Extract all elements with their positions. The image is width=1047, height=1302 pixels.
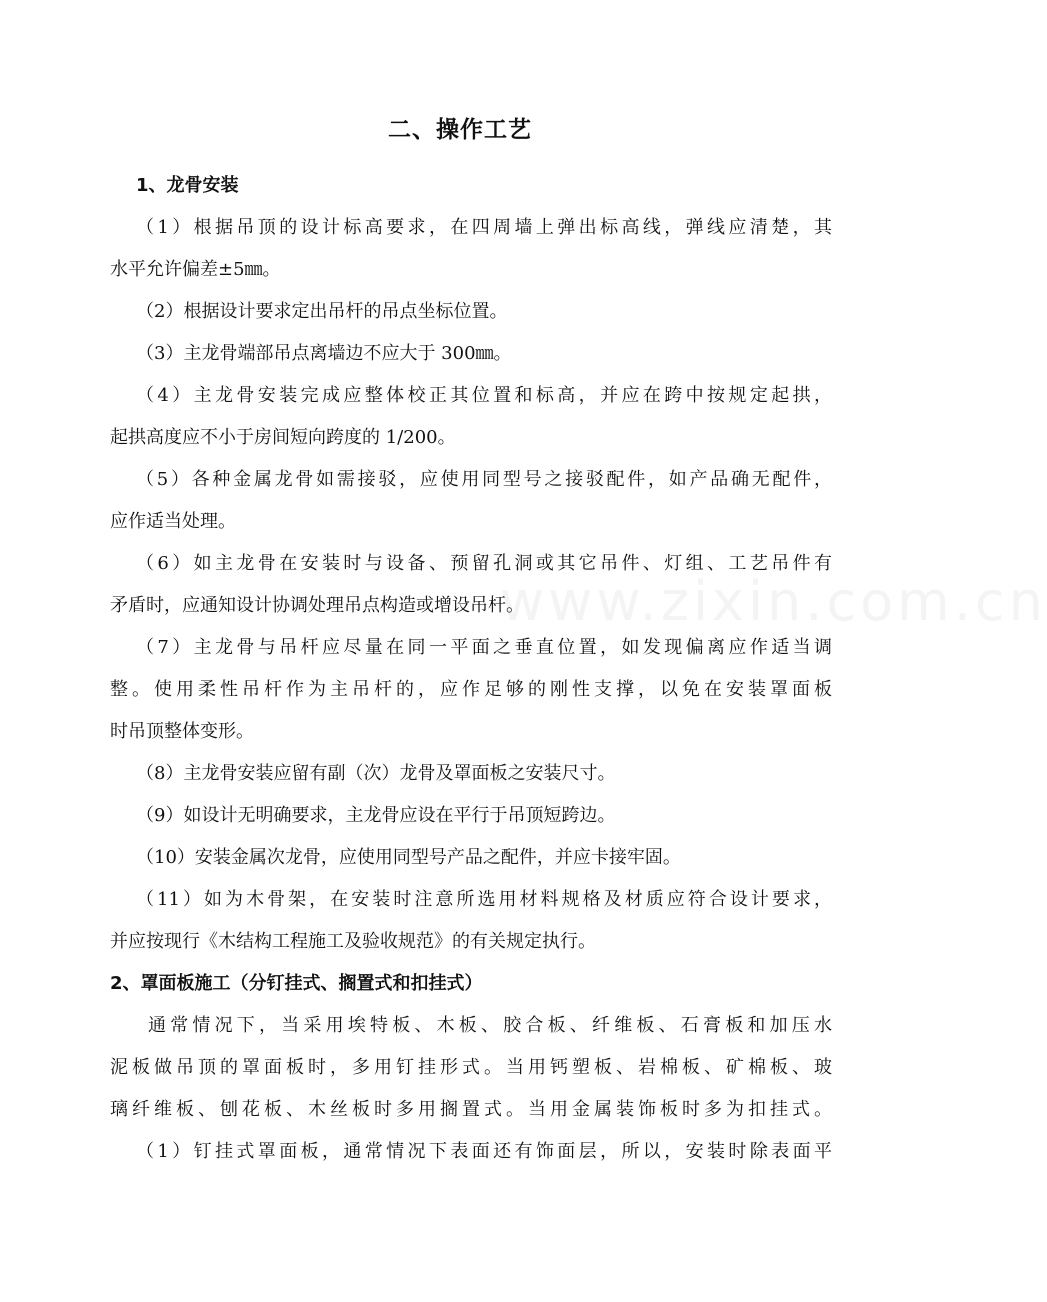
paragraph-line: 起拱高度应不小于房间短向跨度的 1/200。 bbox=[110, 427, 456, 448]
paragraph-line: （9）如设计无明确要求，主龙骨应设在平行于吊顶短跨边。 bbox=[136, 805, 616, 826]
paragraph-line: （8）主龙骨安装应留有副（次）龙骨及罩面板之安装尺寸。 bbox=[136, 763, 616, 784]
paragraph-line: 并应按现行《木结构工程施工及验收规范》的有关规定执行。 bbox=[110, 931, 596, 952]
paragraph-line: 水平允许偏差±5㎜。 bbox=[110, 259, 281, 280]
paragraph-line: 整。使用柔性吊杆作为主吊杆的，应作足够的刚性支撑，以免在安装罩面板 bbox=[110, 679, 832, 700]
paragraph-line: 应作适当处理。 bbox=[110, 511, 236, 532]
paragraph-line: （7）主龙骨与吊杆应尽量在同一平面之垂直位置，如发现偏离应作适当调 bbox=[136, 637, 832, 658]
paragraph-line: （1）钉挂式罩面板，通常情况下表面还有饰面层，所以，安装时除表面平 bbox=[136, 1141, 832, 1162]
paragraph-line: （4）主龙骨安装完成应整体校正其位置和标高，并应在跨中按规定起拱， bbox=[136, 385, 832, 406]
section-heading-2: 2、罩面板施工（分钉挂式、搁置式和扣挂式） bbox=[110, 973, 483, 994]
paragraph-line: （1）根据吊顶的设计标高要求，在四周墙上弹出标高线，弹线应清楚，其 bbox=[136, 217, 832, 238]
paragraph-line: （11）如为木骨架，在安装时注意所选用材料规格及材质应符合设计要求， bbox=[136, 889, 832, 910]
paragraph-line: （10）安装金属次龙骨，应使用同型号产品之配件，并应卡接牢固。 bbox=[136, 847, 681, 868]
paragraph-line: （2）根据设计要求定出吊杆的吊点坐标位置。 bbox=[136, 301, 508, 322]
paragraph-line: 时吊顶整体变形。 bbox=[110, 721, 254, 742]
paragraph-line: 璃纤维板、刨花板、木丝板时多用搁置式。当用金属装饰板时多为扣挂式。 bbox=[110, 1099, 832, 1120]
paragraph-line: （3）主龙骨端部吊点离墙边不应大于 300㎜。 bbox=[136, 343, 512, 364]
paragraph-line: （6）如主龙骨在安装时与设备、预留孔洞或其它吊件、灯组、工艺吊件有 bbox=[136, 553, 832, 574]
paragraph-line: 矛盾时，应通知设计协调处理吊点构造或增设吊杆。 bbox=[110, 595, 524, 616]
paragraph-line: 泥板做吊顶的罩面板时，多用钉挂形式。当用钙塑板、岩棉板、矿棉板、玻 bbox=[110, 1057, 832, 1078]
section-heading-1: 1、龙骨安装 bbox=[136, 175, 239, 196]
watermark: www.zixin.com.cn bbox=[500, 570, 1047, 633]
paragraph-line: 通常情况下，当采用埃特板、木板、胶合板、纤维板、石膏板和加压水 bbox=[148, 1015, 832, 1036]
page-title: 二、操作工艺 bbox=[388, 117, 532, 143]
paragraph-line: （5）各种金属龙骨如需接驳，应使用同型号之接驳配件，如产品确无配件， bbox=[136, 469, 832, 490]
